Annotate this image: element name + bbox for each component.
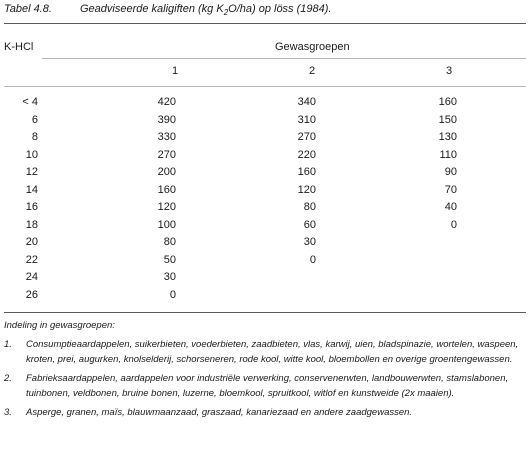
group-header: Gewasgroepen: [275, 41, 350, 53]
k-hcl-value: 20: [25, 236, 38, 248]
column-header-1: 1: [172, 65, 179, 77]
note-item: [4, 405, 524, 421]
k-hcl-value: 18: [25, 218, 38, 231]
group-1-value: 270: [157, 148, 176, 161]
group-2-value: [176, 287, 316, 305]
group-2-value: 30: [303, 236, 316, 248]
column-header-2: 2: [309, 65, 316, 77]
caption-title-subscript: 2: [223, 8, 229, 18]
group-3-value: [316, 234, 457, 252]
table-row: [0, 94, 457, 112]
group-2-value: 60: [303, 218, 316, 231]
table-row: [0, 234, 457, 252]
group-3-value: [316, 269, 457, 287]
group-3-value: 40: [444, 201, 457, 213]
data-table: [0, 94, 457, 304]
k-hcl-value: 6: [31, 113, 38, 126]
table-row: [0, 199, 457, 217]
group-2-value: [176, 269, 316, 287]
group-1-value: 330: [157, 131, 176, 143]
note-item: [4, 371, 524, 402]
group-1-value: 420: [157, 96, 176, 108]
note-text: Asperge, granen, maïs, blauwmaanzaad, graszaad, kanariezaad en andere zaadgewassen.: [26, 406, 413, 418]
group-2-value: 270: [297, 131, 316, 143]
table-row: [0, 287, 457, 305]
k-hcl-value: 24: [25, 271, 38, 283]
k-hcl-value: 14: [25, 183, 38, 196]
k-hcl-value: 8: [31, 131, 38, 143]
note-number: 2.: [4, 372, 12, 384]
group-2-value: 80: [303, 201, 316, 213]
note-text: Consumptieaardappelen, suikerbieten, voederbieten, zaadbieten, vlas, karwij, uien, bladspinazie, wortelen, waspeen, kroten, prei, augurken, knolselderij, schorseneren, rode kool, witte kool, bloembollen en overige groentengewassen.: [26, 338, 519, 365]
group-1-value: 0: [169, 288, 176, 301]
group-1-value: 120: [157, 201, 176, 213]
group-3-value: 110: [439, 148, 457, 161]
row-header: K-HCl: [4, 41, 34, 53]
table-row: [0, 269, 457, 287]
note-item: [4, 337, 524, 368]
table-row: [0, 217, 457, 235]
group-1-value: 200: [157, 166, 176, 178]
table-row: [0, 164, 457, 182]
k-hcl-value: 22: [25, 253, 38, 266]
note-number: 1.: [4, 338, 12, 350]
table-row: [0, 112, 457, 130]
group-3-value: 130: [438, 131, 457, 143]
group-2-value: 0: [309, 253, 316, 266]
k-hcl-value: 12: [25, 166, 38, 178]
group-1-value: 30: [163, 271, 176, 283]
caption-title-post: O/ha) op löss (1984).: [228, 3, 332, 15]
k-hcl-value: < 4: [22, 96, 38, 108]
group-1-value: 50: [163, 253, 176, 266]
k-hcl-value: 16: [25, 201, 38, 213]
group-2-value: 120: [297, 183, 316, 196]
group-1-value: 390: [157, 113, 176, 126]
caption-title: [80, 3, 332, 18]
header-rule: [4, 86, 526, 87]
note-text: Fabrieksaardappelen, aardappelen voor industriële verwerking, conservenerwten, landbouwerwten, stamslabonen, tuinbonen, veldbonen, bruine bonen, luzerne, bloemkool, spruitkool, witlof en kunstweide (2x maaien).: [26, 372, 509, 399]
data-table-body: [0, 94, 457, 304]
group-3-value: [316, 252, 457, 270]
caption-title-pre: Geadviseerde kaligiften (kg K: [80, 3, 224, 15]
group-2-value: 160: [297, 166, 316, 178]
table-row: [0, 147, 457, 165]
notes-section: [4, 318, 524, 420]
bottom-rule: [4, 312, 526, 313]
k-hcl-value: 10: [25, 148, 38, 161]
group-1-value: 100: [157, 218, 176, 231]
group-2-value: 340: [297, 96, 316, 108]
top-rule: [4, 23, 526, 24]
group-rule: [42, 58, 526, 59]
group-3-value: 0: [450, 218, 457, 231]
group-1-value: 160: [157, 183, 176, 196]
table-row: [0, 252, 457, 270]
group-3-value: 90: [444, 166, 457, 178]
notes-list: [4, 337, 524, 421]
note-number: 3.: [4, 406, 12, 418]
notes-title: Indeling in gewasgroepen:: [4, 320, 115, 331]
group-3-value: 70: [444, 183, 457, 196]
group-2-value: 310: [297, 113, 316, 126]
table-caption: [4, 3, 331, 17]
group-3-value: 160: [438, 96, 457, 108]
caption-label: Tabel 4.8.: [4, 3, 52, 15]
group-1-value: 80: [163, 236, 176, 248]
group-3-value: 150: [438, 113, 457, 126]
column-header-3: 3: [446, 65, 453, 77]
table-row: [0, 182, 457, 200]
group-2-value: 220: [297, 148, 316, 161]
group-3-value: [316, 287, 457, 305]
k-hcl-value: 26: [25, 288, 38, 301]
table-row: [0, 129, 457, 147]
